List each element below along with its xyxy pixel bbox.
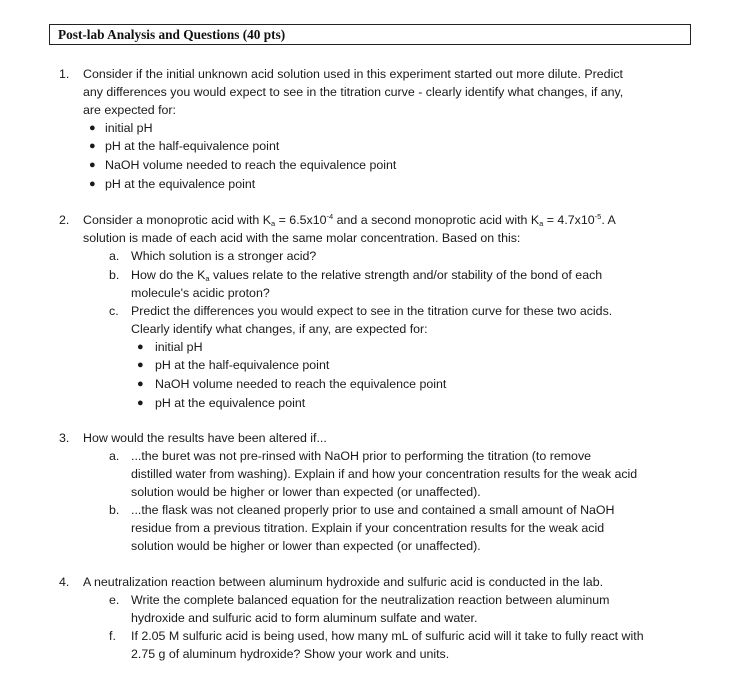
sub-question-text: residue from a previous titration. Explain if your concentration results for the weak acid (131, 521, 605, 535)
sub-question-text: Which solution is a stronger acid? (131, 249, 317, 263)
question-number: 3. (59, 431, 70, 445)
list-item: NaOH volume needed to reach the equivalence point (155, 377, 447, 391)
bullet-icon: ● (89, 178, 96, 190)
question-number: 4. (59, 575, 70, 589)
section-header (49, 24, 691, 45)
sub-question-text: ...the flask was not cleaned properly prior to use and contained a small amount of NaOH (131, 503, 615, 517)
question-text-line: solution is made of each acid with the same molar concentration. Based on this: (83, 231, 521, 245)
list-item: pH at the equivalence point (155, 396, 306, 410)
question-number: 1. (59, 67, 70, 81)
sub-question-text: 2.75 g of aluminum hydroxide? Show your work and units. (131, 647, 450, 661)
list-item: initial pH (155, 340, 203, 354)
question-text-line: Consider a monoprotic acid with $K_a = 6.5x10^{-4}$ and a second monoprotic acid with $K_a = 4.7x10^{-5}$. A (83, 212, 616, 228)
sub-question-label: a. (109, 449, 120, 463)
sub-question-text: solution would be higher or lower than expected (or unaffected). (131, 539, 481, 553)
sub-question-text: hydroxide and sulfuric acid to form aluminum sulfate and water. (131, 611, 478, 625)
sub-question-text: Clearly identify what changes, if any, are expected for: (131, 322, 428, 336)
bullet-icon: ● (89, 159, 96, 171)
question-text-line: Consider if the initial unknown acid solution used in this experiment started out more dilute. Predict (83, 67, 623, 81)
sub-question-text: Write the complete balanced equation for the neutralization reaction between aluminum (131, 593, 610, 607)
bullet-icon: ● (89, 122, 96, 134)
list-item: initial pH (105, 121, 153, 135)
list-item: NaOH volume needed to reach the equivalence point (105, 158, 397, 172)
list-item: pH at the half-equivalence point (105, 139, 280, 153)
sub-question-label: e. (109, 593, 120, 607)
sub-question-text: If 2.05 M sulfuric acid is being used, how many mL of sulfuric acid will it take to fully react with (131, 629, 644, 643)
sub-question-text: molecule's acidic proton? (131, 286, 270, 300)
bullet-icon: ● (137, 341, 144, 353)
question-text-line: A neutralization reaction between aluminum hydroxide and sulfuric acid is conducted in the lab. (83, 575, 604, 589)
sub-question-label: b. (109, 503, 120, 517)
sub-question-label: f. (109, 629, 116, 643)
question-number: 2. (59, 213, 70, 227)
bullet-icon: ● (137, 397, 144, 409)
question-text-line: How would the results have been altered if... (83, 431, 327, 445)
bullet-icon: ● (137, 378, 144, 390)
question-text-line: any differences you would expect to see in the titration curve - clearly identify what changes, if any, (83, 85, 624, 99)
sub-question-text: ...the buret was not pre-rinsed with NaOH prior to performing the titration (to remove (131, 449, 592, 463)
list-item: pH at the equivalence point (105, 177, 256, 191)
bullet-icon: ● (137, 359, 144, 371)
section-title: Post-lab Analysis and Questions (40 pts) (58, 27, 286, 42)
sub-question-label: a. (109, 249, 120, 263)
sub-question-label: c. (109, 304, 119, 318)
sub-question-text: Predict the differences you would expect to see in the titration curve for these two acids. (131, 304, 613, 318)
sub-question-text: How do the $K_a$ values relate to the relative strength and/or stability of the bond of each (131, 268, 603, 283)
sub-question-label: b. (109, 268, 120, 282)
question-text-line: are expected for: (83, 103, 176, 117)
sub-question-text: solution would be higher or lower than expected (or unaffected). (131, 485, 481, 499)
sub-question-text: distilled water from washing). Explain if and how your concentration results for the weak acid (131, 467, 638, 481)
list-item: pH at the half-equivalence point (155, 358, 330, 372)
bullet-icon: ● (89, 140, 96, 152)
